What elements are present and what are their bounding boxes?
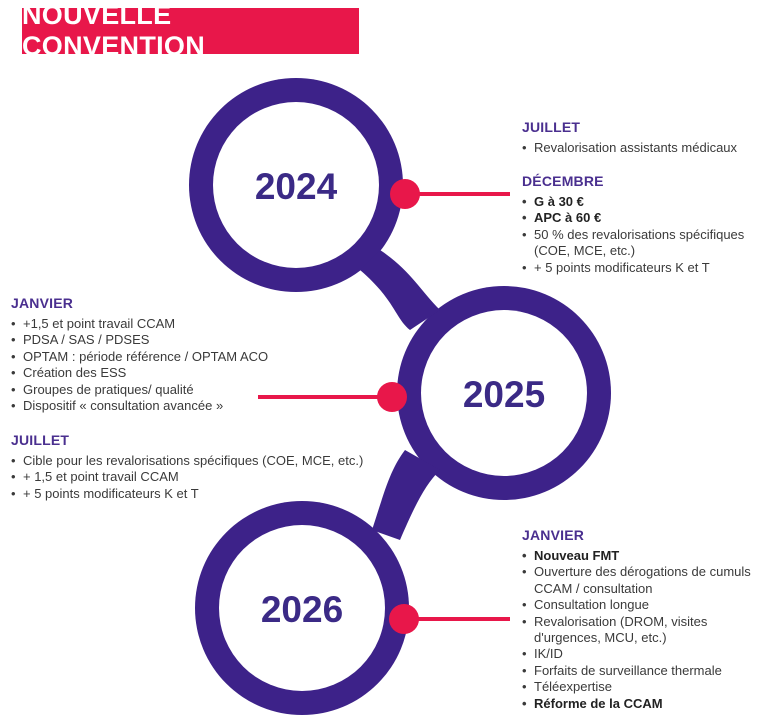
block-2024-decembre	[522, 173, 774, 276]
block-heading: JANVIER	[11, 295, 74, 311]
dot-2026	[389, 604, 419, 634]
list-item: • Forfaits de surveillance thermale	[522, 663, 772, 679]
list-item: • Dispositif « consultation avancée »	[11, 398, 301, 414]
list-item: • Réforme de la CCAM	[522, 696, 772, 712]
list-item: • Revalorisation assistants médicaux	[522, 140, 772, 156]
block-list	[11, 453, 391, 502]
block-2025-janvier	[11, 295, 301, 414]
dot-2025	[377, 382, 407, 412]
list-item: • + 1,5 et point travail CCAM	[11, 469, 391, 485]
block-heading: JUILLET	[522, 119, 581, 135]
list-item: • Cible pour les revalorisations spécifiques (COE, MCE, etc.)	[11, 453, 391, 469]
connector-2024-2025	[360, 250, 440, 330]
block-2026-janvier	[522, 527, 772, 712]
year-2026: 2026	[260, 589, 344, 630]
year-2024: 2024	[254, 166, 338, 207]
block-list	[11, 316, 301, 414]
dot-2024	[390, 179, 420, 209]
block-list	[522, 194, 774, 276]
block-2025-juillet	[11, 432, 391, 502]
list-item: • Nouveau FMT	[522, 548, 772, 564]
list-item: • Ouverture des dérogations de cumuls CCAM / consultation	[522, 564, 772, 597]
block-heading: JUILLET	[11, 432, 70, 448]
list-item: • + 5 points modificateurs K et T	[11, 486, 391, 502]
list-item: • +1,5 et point travail CCAM	[11, 316, 301, 332]
block-list	[522, 140, 772, 156]
page-title: NOUVELLE CONVENTION	[22, 0, 206, 61]
list-item: • G à 30 €	[522, 194, 774, 210]
block-heading: JANVIER	[522, 527, 585, 543]
list-item: • Téléexpertise	[522, 679, 772, 695]
list-item: • Groupes de pratiques/ qualité	[11, 382, 301, 398]
list-item: • + 5 points modificateurs K et T	[522, 260, 774, 276]
list-item: • Consultation longue	[522, 597, 772, 613]
list-item: • OPTAM : période référence / OPTAM ACO	[11, 349, 301, 365]
block-list	[522, 548, 772, 712]
year-2025: 2025	[462, 374, 546, 415]
list-item: • PDSA / SAS / PDSES	[11, 332, 301, 348]
list-item: • Création des ESS	[11, 365, 301, 381]
block-heading: DÉCEMBRE	[522, 173, 604, 189]
list-item: • IK/ID	[522, 646, 772, 662]
block-2024-juillet	[522, 119, 772, 156]
list-item: • Revalorisation (DROM, visites d'urgences, MCU, etc.)	[522, 614, 772, 647]
list-item: • 50 % des revalorisations spécifiques (COE, MCE, etc.)	[522, 227, 774, 260]
list-item: • APC à 60 €	[522, 210, 774, 226]
